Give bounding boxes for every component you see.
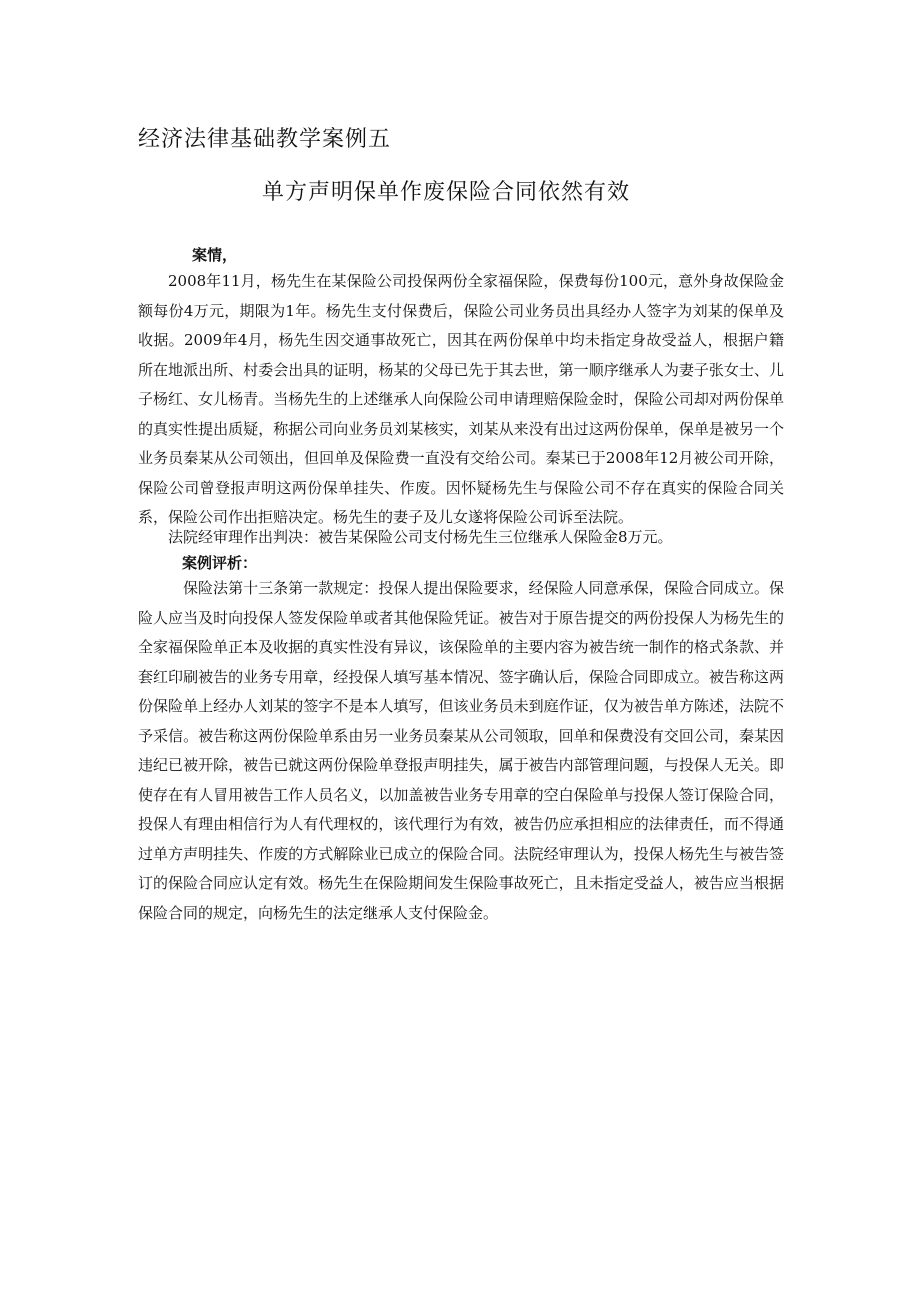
case-heading: 案情，	[192, 246, 238, 264]
review-heading: 案例评析：	[182, 554, 258, 572]
review-paragraph: 保险法第十三条第一款规定：投保人提出保险要求，经保险人同意承保，保险合同成立。保险人应当及时向投保人签发保险单或者其他保险凭证。被告对于原告提交的两份投保人为杨先生的全家福保险单正本及收据的真实性没有异议，该保险单的主要内容为被告统一制作的格式条款、并套红印刷被告的业务专用章，经投保人填写基本情况、签字确认后，保险合同即成立。被告称这两份保险单上经办人刘某的签字不是本人填写，但该业务员未到庭作证，仅为被告单方陈述，法院不予采信。被告称这两份保险单系由另一业务员秦某从公司领取，回单和保费没有交回公司，秦某因违纪已被开除，被告已就这两份保险单登报声明挂失，属于被告内部管理问题，与投保人无关。即使存在有人冒用被告工作人员名义，以加盖被告业务专用章的空白保险单与投保人签订保险合同，投保人有理由相信行为人有代理权的，该代理行为有效，被告仍应承担相应的法律责任，而不得通过单方声明挂失、作废的方式解除业已成立的保险合同。法院经审理认为，投保人杨先生与被告签订的保险合同应认定有效。杨先生在保险期间发生保险事故死亡，且未指定受益人，被告应当根据保险合同的规定，向杨先生的法定继承人支付保险金。	[138, 579, 784, 922]
page-title: 单方声明保单作废保险合同依然有效	[262, 180, 631, 205]
case-paragraph: 2008年11月，杨先生在某保险公司投保两份全家福保险，保费每份100元，意外身故保险金额每份4万元，期限为1年。杨先生支付保费后，保险公司业务员出具经办人签字为刘某的保单及收据。2009年4月，杨先生因交通事故死亡，因其在两份保单中均未指定身故受益人，根据户籍所在地派出所、村委会出具的证明，杨某的父母已先于其去世，第一顺序继承人为妻子张女士、儿子杨红、女儿杨青。当杨先生的上述继承人向保险公司申请理赔保险金时，保险公司却对两份保单的真实性提出质疑，称据公司向业务员刘某核实，刘某从来没有出过这两份保单，保单是被另一个业务员秦某从公司领出，但回单及保险费一直没有交给公司。秦某已于2008年12月被公司开除，保险公司曾登报声明这两份保单挂失、作废。因怀疑杨先生与保险公司不存在真实的保险合同关系，保险公司作出拒赔决定。杨先生的妻子及儿女遂将保险公司诉至法院。	[138, 272, 784, 526]
verdict-paragraph: 法院经审理作出判决：被告某保险公司支付杨先生三位继承人保险金8万元。	[168, 528, 673, 546]
series-title: 经济法律基础教学案例五	[138, 127, 392, 152]
